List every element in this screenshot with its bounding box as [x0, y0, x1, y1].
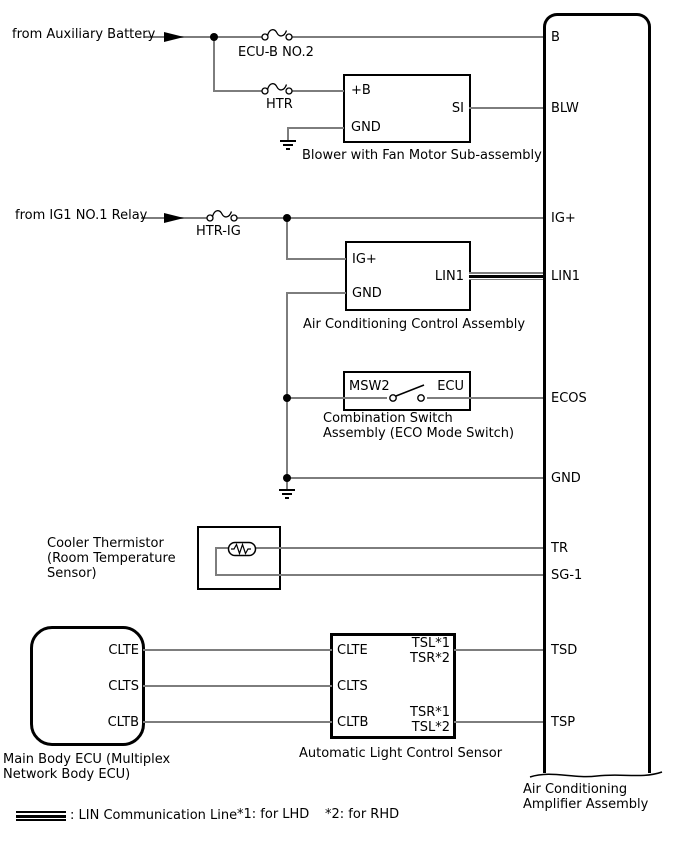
- amplifier-caption-line2: Amplifier Assembly: [523, 797, 649, 812]
- amp-terminal-tsp: TSP: [551, 715, 576, 730]
- thermistor-caption-line2: (Room Temperature: [47, 551, 176, 566]
- wire-blower-gnd: [287, 127, 344, 129]
- blower-pin-si: SI: [451, 101, 464, 116]
- amplifier-caption-line1: Air Conditioning: [523, 782, 628, 797]
- eco-pin-ecu: ECU: [437, 379, 464, 394]
- source-aux-battery-label: from Auxiliary Battery: [12, 27, 156, 42]
- wavy-break-line: [527, 767, 665, 783]
- fuse-htr-ig-icon: [205, 207, 239, 223]
- junction-dot: [283, 214, 291, 222]
- wire-tsp: [454, 721, 543, 723]
- wire-sg1: [215, 574, 543, 576]
- main-ecu-caption-line2: Network Body ECU): [3, 767, 131, 782]
- main-ecu-caption-line1: Main Body ECU (Multiplex: [3, 752, 171, 767]
- wire-ig1-to-ig: [141, 217, 543, 219]
- sensor-pin-tsp-line2: TSL*2: [411, 720, 450, 735]
- junction-dot: [210, 33, 218, 41]
- legend-note-1: *1: for LHD: [237, 807, 310, 822]
- fuse-ecu-b-label: ECU-B NO.2: [238, 45, 314, 60]
- sensor-pin-clte: CLTE: [337, 643, 368, 658]
- source-ig1-relay-label: from IG1 NO.1 Relay: [15, 208, 148, 223]
- thermistor-caption-line1: Cooler Thermistor: [47, 536, 164, 551]
- wire-cltb: [143, 721, 332, 723]
- sensor-pin-tsd-line2: TSR*2: [410, 651, 450, 666]
- wire-gnd-to-amp: [286, 477, 543, 479]
- fuse-htr-label: HTR: [266, 97, 293, 112]
- ecu-pin-cltb: CLTB: [107, 715, 139, 730]
- blower-pin-b: +B: [351, 83, 371, 98]
- ecu-pin-clte: CLTE: [108, 643, 139, 658]
- ac-pin-ig: IG+: [352, 252, 377, 267]
- legend-lin-label: : LIN Communication Line: [70, 808, 238, 823]
- fuse-ecu-b-icon: [260, 26, 294, 42]
- sensor-pin-cltb: CLTB: [337, 715, 369, 730]
- wire-ig-branch-h: [286, 258, 346, 260]
- ac-control-caption: Air Conditioning Control Assembly: [303, 317, 526, 332]
- wire-battery-branch: [213, 36, 215, 92]
- junction-dot: [283, 474, 291, 482]
- eco-switch-caption-line2: Assembly (ECO Mode Switch): [323, 426, 515, 441]
- ecu-pin-clts: CLTS: [108, 679, 139, 694]
- amp-terminal-ig: IG+: [551, 211, 576, 226]
- wire-clte: [143, 649, 332, 651]
- amp-terminal-gnd: GND: [551, 471, 581, 486]
- ac-pin-gnd: GND: [352, 286, 382, 301]
- wire-gnd-bus: [286, 292, 288, 489]
- wire-clts: [143, 685, 332, 687]
- sensor-pin-tsp-line1: TSR*1: [410, 705, 450, 720]
- amp-terminal-sg1: SG-1: [551, 568, 583, 583]
- wire-ig-branch-v: [286, 217, 288, 260]
- light-sensor-caption: Automatic Light Control Sensor: [299, 746, 503, 761]
- ground-symbol: [279, 489, 295, 499]
- blower-pin-gnd: GND: [351, 120, 381, 135]
- lin-communication-line: [469, 272, 543, 280]
- eco-pin-msw2: MSW2: [349, 379, 390, 394]
- amp-terminal-blw: BLW: [551, 101, 579, 116]
- wire-thermistor-drop: [215, 547, 217, 576]
- amp-terminal-ecos: ECOS: [551, 391, 587, 406]
- lin-line-sample-icon: [16, 811, 66, 821]
- sensor-pin-tsd-line1: TSL*1: [411, 636, 450, 651]
- fuse-htr-icon: [260, 80, 294, 96]
- fuse-htr-ig-label: HTR-IG: [196, 224, 241, 239]
- junction-dot: [283, 394, 291, 402]
- wire-ac-gnd: [286, 292, 346, 294]
- amp-terminal-tsd: TSD: [551, 643, 578, 658]
- wire-tr: [252, 547, 543, 549]
- thermistor-icon: [227, 540, 257, 558]
- thermistor-caption-line3: Sensor): [47, 566, 97, 581]
- ac-pin-lin1: LIN1: [434, 269, 464, 284]
- wire-battery-to-b: [144, 36, 543, 38]
- arrow-battery-icon: [164, 32, 184, 42]
- amp-terminal-tr: TR: [551, 541, 568, 556]
- wire-tsd: [454, 649, 543, 651]
- legend-note-2: *2: for RHD: [325, 807, 400, 822]
- amp-terminal-b: B: [551, 30, 560, 45]
- sensor-pin-clts: CLTS: [337, 679, 368, 694]
- eco-switch-caption-line1: Combination Switch: [323, 411, 453, 426]
- blower-caption: Blower with Fan Motor Sub-assembly: [302, 148, 542, 163]
- wire-si-to-blw: [469, 107, 543, 109]
- amp-terminal-lin1: LIN1: [551, 269, 581, 284]
- wire-blower-gnd-drop: [287, 127, 289, 140]
- thermistor-box: [197, 526, 281, 590]
- ground-symbol: [280, 140, 296, 150]
- arrow-ig1-icon: [164, 213, 184, 223]
